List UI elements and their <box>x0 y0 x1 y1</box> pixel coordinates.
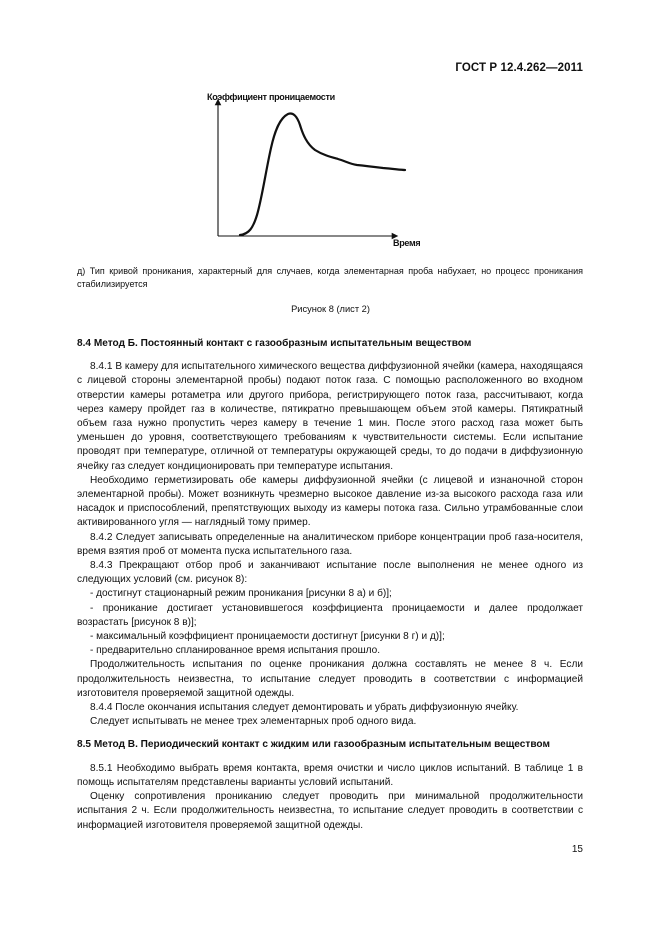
y-axis-label: Коэффициент проницаемости <box>207 92 335 102</box>
paragraph-841: 8.4.1 В камеру для испытательного химического вещества диффузионной ячейки (камера, находящаяся с лицевой стороны элементарной пробы) подают поток газа. С помощью расположенного во входном отверстии камеры ротаметра или другого прибора, регистрирующего поток газа, рассчитывают, когда через камеру пройдет газ в количестве, пятикратно превышающем объем этой камеры. Пятикратный объем газа нужно пропустить через камеру в течение 1 мин. После этого расход газа может быть уменьшен до уровня, соответствующего требованиям к чувствительности системы. Если испытание проводят при температуре, отличной от температуры окружающей среды, то до подачи в диффузионную ячейку газ следует кондиционировать при температуре испытания. <box>77 361 583 472</box>
paragraph-851: 8.5.1 Необходимо выбрать время контакта, время очистки и число циклов испытаний. В таблице 1 в помощь испытателям представлены варианты условий испытаний. <box>77 762 583 788</box>
figure-title: Рисунок 8 (лист 2) <box>291 304 370 314</box>
page-number: 15 <box>571 844 583 855</box>
paragraph-samples: Следует испытывать не менее трех элементарных проб одного вида. <box>90 716 417 728</box>
paragraph-842: 8.4.2 Следует записывать определенные на аналитическом приборе концентрации проб газа-носителя, время взятия проб от момента пуска испытательного газа. <box>77 531 583 557</box>
paragraph-851-assessment: Оценку сопротивления прониканию следует проводить при минимальной продолжительности испытания 2 ч. Если продолжительность неизвестна, то испытание следует проводить в соответствии с информацией изготовителя проверяемой защитной одежды. <box>77 791 583 831</box>
permeation-curve <box>240 113 405 235</box>
section-84-heading: 8.4 Метод Б. Постоянный контакт с газообразным испытательным веществом <box>77 338 472 349</box>
figure-caption: д) Тип кривой проникания, характерный для случаев, когда элементарная проба набухает, но процесс проникания стабилизируется <box>77 266 583 289</box>
paragraph-duration: Продолжительность испытания по оценке проникания должна составлять не менее 8 ч. Если продолжительность неизвестна, то испытание следует проводить в соответствии с информацией изготовителя проверяемой защитной одежды. <box>77 659 583 699</box>
x-axis-label: Время <box>393 238 421 248</box>
permeation-curve-figure <box>205 90 430 250</box>
main-content <box>77 337 583 833</box>
list-item: - предварительно спланированное время испытания прошло. <box>90 645 381 657</box>
list-item: - достигнут стационарный режим проникания [рисунки 8 а) и б)]; <box>90 588 392 600</box>
section-85-heading: 8.5 Метод В. Периодический контакт с жидким или газообразным испытательным веществом <box>77 739 550 751</box>
permeation-curve-graph <box>205 90 430 250</box>
paragraph-843: 8.4.3 Прекращают отбор проб и заканчивают испытание после выполнения не менее одного из следующих условий (см. рисунок 8): <box>77 560 583 586</box>
document-header: ГОСТ Р 12.4.262—2011 <box>455 62 583 74</box>
list-item: - максимальный коэффициент проницаемости достигнут [рисунки 8 г) и д)]; <box>90 631 445 643</box>
paragraph-841-seal: Необходимо герметизировать обе камеры диффузионной ячейки (с лицевой и изнаночной сторон элементарной пробы). Может возникнуть чрезмерно высокое давление из-за высокого расхода газа или насадок и приспособлений, препятствующих выходу из камеры потока газа. Сильно утрамбованные слои активированного угля — наглядный тому пример. <box>77 474 583 529</box>
paragraph-844: 8.4.4 После окончания испытания следует демонтировать и убрать диффузионную ячейку. <box>90 702 519 714</box>
list-item: - проникание достигает установившегося коэффициента проницаемости и далее продолжает возрастать [рисунок 8 в)]; <box>77 602 583 628</box>
